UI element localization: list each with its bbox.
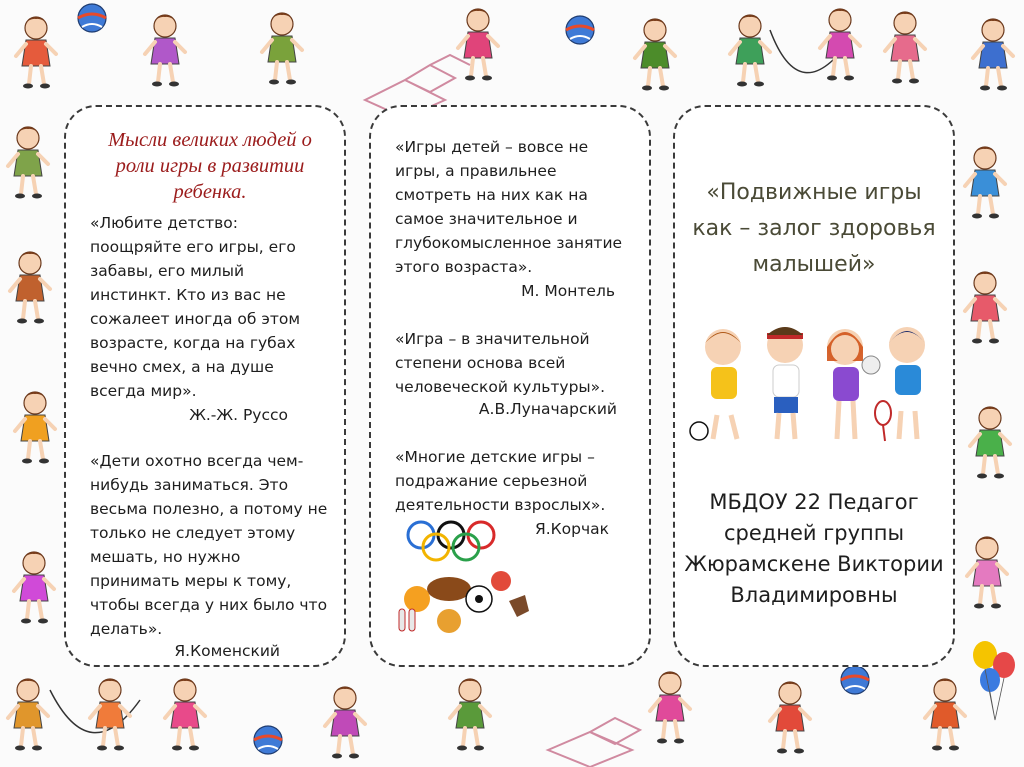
- child-figure-icon: [730, 15, 770, 87]
- child-figure-icon: [635, 19, 675, 91]
- child-figure-icon: [325, 687, 365, 759]
- four-children-playing-sports-icon: [685, 317, 947, 449]
- panel-heading: Мысли великих людей о роли игры в развитии ребенка.: [108, 129, 312, 203]
- child-figure-icon: [973, 19, 1013, 91]
- child-figure-icon: [16, 17, 56, 89]
- child-figure-icon: [14, 552, 54, 624]
- ball-icon: [841, 666, 869, 694]
- child-figure-icon: [650, 672, 690, 744]
- quote-text: «Многие детские игры – подражание серьезной деятельности взрослых».: [395, 448, 606, 514]
- ball-icon: [254, 726, 282, 754]
- child-figure-icon: [770, 682, 810, 754]
- child-figure-icon: [165, 679, 205, 751]
- hopscotch-icon: [548, 718, 640, 767]
- child-figure-icon: [967, 537, 1007, 609]
- child-figure-icon: [965, 147, 1005, 219]
- child-figure-icon: [458, 9, 498, 81]
- child-figure-icon: [925, 679, 965, 751]
- ball-icon: [566, 16, 594, 44]
- balloons-icon: [973, 641, 1015, 720]
- olympic-rings-sports-equipment-icon: [379, 517, 539, 637]
- quote-author: Я.Коменский: [174, 642, 280, 660]
- child-figure-icon: [262, 13, 302, 85]
- quote-text: «Любите детство: поощряйте его игры, его забавы, его милый инстинкт. Кто из вас не сожалеет иногда об этом возрасте, когда на губах вечно смех, а на душе всегда мир».: [90, 214, 301, 400]
- child-figure-icon: [8, 127, 48, 199]
- child-figure-icon: [8, 679, 48, 751]
- brochure-title: «Подвижные игры как – залог здоровья малышей»: [692, 180, 936, 277]
- left-panel: [64, 105, 346, 667]
- quote-text: «Игра – в значительной степени основа всей человеческой культуры».: [395, 330, 606, 396]
- child-figure-icon: [965, 272, 1005, 344]
- child-figure-icon: [10, 252, 50, 324]
- quote-author: М. Монтель: [521, 282, 615, 300]
- child-figure-icon: [885, 12, 925, 84]
- child-figure-icon: [820, 9, 860, 81]
- quote-author: Я.Корчак: [534, 520, 609, 538]
- child-figure-icon: [145, 15, 185, 87]
- child-figure-icon: [15, 392, 55, 464]
- quote-text: «Дети охотно всегда чем-нибудь заниматься. Это весьма полезно, а потому не только не следует этому мешать, но нужно принимать меры к тому, чтобы всегда у них было что делать».: [90, 452, 328, 638]
- middle-panel: [369, 105, 651, 667]
- child-figure-icon: [90, 679, 130, 751]
- quote-author: Ж.-Ж. Руссо: [189, 406, 288, 424]
- quote-author: А.В.Луначарский: [478, 400, 617, 418]
- ball-icon: [78, 4, 106, 32]
- right-panel: [673, 105, 955, 667]
- quote-text: «Игры детей – вовсе не игры, а правильнее смотреть на них как на самое значительное и глубокомысленное занятие этого возраста».: [395, 138, 623, 276]
- child-figure-icon: [970, 407, 1010, 479]
- child-figure-icon: [450, 679, 490, 751]
- author-credit: МБДОУ 22 Педагог средней группы Жюрамскене Виктории Владимировны: [684, 490, 944, 607]
